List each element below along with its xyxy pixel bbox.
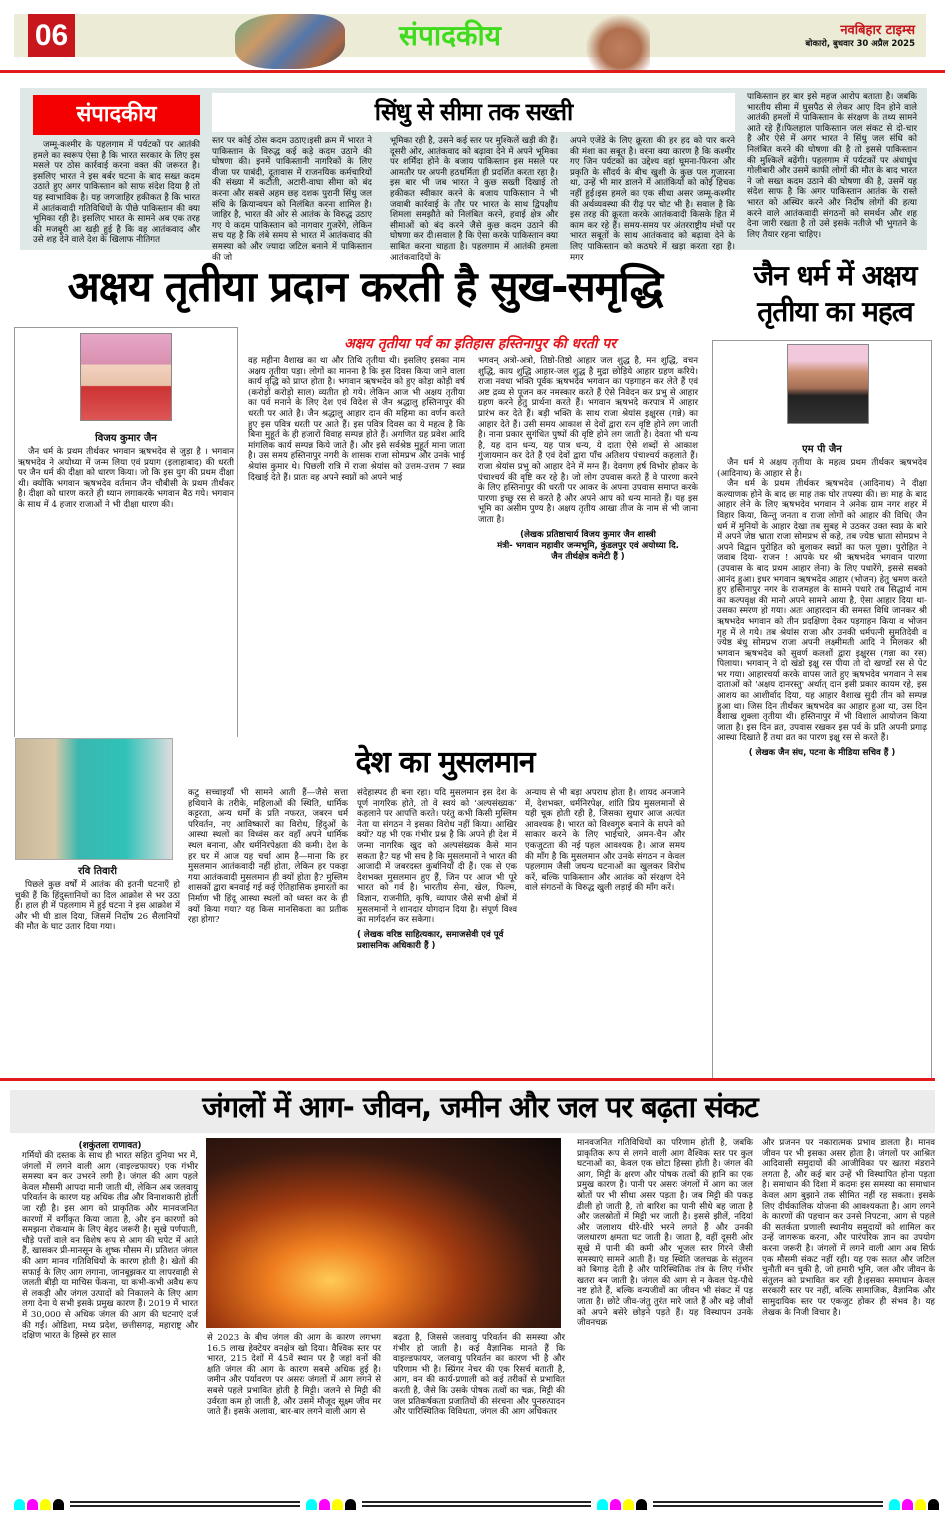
article-text: संदेहास्पद ही बना रहा। यदि मुसलमान इस देश के पूर्ण नागरिक होते, तो वे स्वयं को ‘अल्पसंख्यक’ कहलाने पर आपत्ति करते। परंतु कभी किसी मुस्लिम नेता या संगठन ने इसका विरोध नहीं किया। आखिर क्यों? यह भी एक गंभीर प्रश्न है कि अपने ही देश में जन्मा नागरिक खुद को अल्पसंख्यक कैसे मान सकता है? यह भी सच है कि मुसलमानों ने भारत की आजादी में जबरदस्त कुर्बानियाँ दी हैं। एक से एक देशभक्त मुसलमान हुए हैं, जिन पर आज भी पूरे भारत को गर्व है। भारतीय सेना, खेल, फिल्म, विज्ञान, राजनीति, कृषि, व्यापार जैसे सभी क्षेत्रों में मुसलमानों ने शानदार योगदान दिया है। संपूर्ण विश्व का मार्गदर्शन कर सकेगा। [357,788,517,926]
article-text: पिछले कुछ वर्षों में आतंक की इतनी घटनाएँ हो चुकी हैं कि हिंदुस्तानियों का दिल आक्रोश से भर उठा है। हाल ही में पहलगाम में हुई घटना ने इस आक्रोश में और भी घी डाल दिया, जिसमें निर्दोष 26 सैलानियों की मौत के घाट उतार दिया गया। [15,880,180,933]
editorial-column: स्तर पर कोई ठोस कदम उठाए।इसी क्रम में भारत ने पाकिस्तान के विरुद्ध कई कड़े कदम उठाने की घोषणा की। इनमें पाकिस्तानी नागरिकों के लिए वीजा पर पाबंदी, दूतावास में राजनयिक कर्मचारियों की संख्या में कटौती, अटारी-वाघा सीमा को बंद करना और सबसे अहम छह दशक पुरानी सिंधु जल संधि के क्रियान्वयन को निलंबित करना शामिल है।जाहिर है, भारत की ओर से आतंक के विरुद्ध उठाए गए ये कदम पाकिस्तान को नागवार गुजरेंगे, लेकिन सच यह है कि लंबे समय से भारत में आतंकवाद की समस्या को और ज्यादा जटिल बनाने में पाकिस्तान की जो [212,136,372,263]
editorial-column: जम्मू-कश्मीर के पहलगाम में पर्यटकों पर आतंकी हमले का स्वरूप ऐसा है कि भारत सरकार के लिए इस मसले पर ठोस कार्रवाई करना वक्त की जरूरत है। इसलिए भारत ने इस बर्बर घटना के बाद सख्त कदम उठाते हुए अगर पाकिस्तान को साफ संदेश दिया है तो यह स्वाभाविक है। यह जगजाहिर हकीकत है कि भारत में आतंकवादी गतिविधियों के पीछे पाकिस्तान की क्या भूमिका रही है। इसलिए भारत के सामने अब एक तरह की मजबूरी आ खड़ी हुई है कि वह आतंकवाद और उसे शह देने वाले देश के खिलाफ नीतिगत [33,140,200,246]
musalman-column: अन्याय से भी बड़ा अपराध होता है। शायद अनजाने में, देशभक्त, धर्मनिरपेक्ष, शांति प्रिय मुसलमानों से यही चूक होती रही है, जिसका सुधार आज अत्यंत आवश्यक है। भारत को विश्वगुरु बनाने के सपने को साकार करने के लिए भाईचारे, अमन-चैन और एकजुटता की नई पहल आवश्यक है। आज समय की माँग है कि मुसलमान और उनके संगठन न केवल पहलगाम जैसी जघन्य घटनाओं का खुलकर विरोध करें, बल्कि पाकिस्तान और आतंक को संरक्षण देने वाले संगठनों के विरुद्ध खुली लड़ाई की माँग करें। [525,788,685,894]
section-rule [0,1078,935,1081]
fire-column: मानवजनित गतिविधियों का परिणाम होती है, जबकि प्राकृतिक रूप से लगने वाली आग वैश्विक स्तर पर कुल घटनाओं का, केवल एक छोटा हिस्सा होती है। जंगल की आग, मिट्टी के क्षरण और पोषक तत्वों की हानि का एक प्रमुख कारण है। पानी पर असरः जंगलों में आग का जल स्रोतों पर भी सीधा असर पड़ता है। जब मिट्टी की पकड़ ढीली हो जाती है, तो बारिश का पानी सीधे बह जाता है और जलस्रोतों में मिट्टी भर जाती है। इससे झीलें, नदियां और जलाशय धीरे-धीरे भरने लगते हैं और उनकी जलधारण क्षमता घट जाती है। जाता है, वहीं दूसरी ओर सूखे में पानी की कमी और भूजल स्तर गिरने जैसी समस्याएं सामने आती हैं। यह स्थिति जलचक्र के संतुलन को बिगाड़ देती है और पारिस्थितिक तंत्र के लिए गंभीर खतरा बन जाती है। जंगल की आग से न केवल पेड़-पौधे नष्ट होते हैं, बल्कि वन्यजीवों का जीवन भी संकट में पड़ जाता है। छोटे जीव-जंतु तुरंत मारे जाते हैं और बड़े जीवों को अपने बसेरे छोड़ने पड़ते हैं। यह विस्थापन उनके जीवनचक्र [577,1138,753,1329]
akshay-headline: अक्षय तृतीया प्रदान करती है सुख-समृद्धि [67,262,663,311]
editorial-headline: सिंधु से सीमा तक सख्ती [212,93,735,132]
author-photo-mp-jain [787,344,869,424]
registration-bar [653,1501,883,1507]
author-photo-vijay-kumar-jain [80,333,172,421]
author-photo-ravi-tiwari [15,738,173,860]
musalman-column: कटु सच्चाइयाँ भी सामने आती हैं—जैसे सत्ता हथियाने के तरीके, महिलाओं की स्थिति, धार्मिक कट्टरता, अन्य धर्मों के प्रति नफरत, जबरन धर्म परिवर्तन, नए आविष्कारों का विरोध, हिंदुओं के आस्था स्थलों का विध्वंस कर वहाँ अपने धार्मिक स्थल बनाना, और धर्मनिरपेक्षता की कमी। देश के हर घर में आज यह चर्चा आम है—माना कि हर मुसलमान आतंकवादी नहीं होता, लेकिन हर पकड़ा गया आतंकवादी मुसलमान ही क्यों होता है? मुस्लिम शासकों द्वारा बनवाई गई कई ऐतिहासिक इमारतों का निर्माण भी हिंदू आस्था स्थलों को ध्वस्त कर के ही क्यों किया गया? यह किस मानसिकता का प्रतीक रहा होगा? [188,788,348,926]
jharkhand-map-collage [235,14,345,69]
akshay-column: वह महीना वैशाख का था और तिथि तृतीया थी। इसलिए इसका नाम अक्षय तृतीया पड़ा। लोगों का मानना है कि इस दिवस किया जाने वाला कार्य वृद्धि को प्राप्त होता है। भगवान ऋषभदेव को हुए कोड़ा कोड़ी वर्ष (करोड़ों करोड़ो साल) व्यतीत हो गये। लेकिन आज भी अक्षय तृतीया का पर्व मनाने के लिए देश एवं विदेश से जैन श्रद्धालु हस्तिनापुर की धरती पर आते है। जैन श्रद्धालु आहार दान की महिमा का वर्णन करते हुए इस पवित्र धरती पर आते हैं। इस पवित्र दिवस का ये महत्व है कि बिना मुहूर्त के ही हजारों विवाह सम्पन्न होते हैं। अगणित ग्रह प्रवेश आदि मांगलिक कार्य सम्पन्न किये जाते हैं। और इसे सर्वश्रेष्ठ मुहूर्त माना जाता है। उस समय हस्तिनापुर नगरी के शासक राजा सोमप्रभ और उनके भाई श्रेयांस कुमार थे। पिछली रात्रि में राजा श्रेयांस को उत्तम-उत्तम 7 स्वप्न दिखाई देते हैं। प्रातः वह अपने स्वप्नों को अपने भाई [248,356,465,483]
author-name: एम पी जैन [802,444,842,455]
article-text: जैन धर्म के प्रथम तीर्थकर ऋषभदेव (आदिनाथ) ने दीक्षा कल्याणक होने के बाद छः माह तक घोर तपस्या की। छः माह के बाद आहार लेने के लिए ऋषभदेव भगवान ने अनेक ग्राम नगर शहर में विहार किया, किन्तु जनता व राजा लोगों को आहार की विधि( जैन धर्म में मुनियों के आहार देखा तब सुबह मे उठकर उक्त स्वप्न के बारे में अपने जेष्ठ भ्राता राजा सोमप्रभ से कहे, तब ज्येष्ठ भ्राता सोमप्रभ ने अपने विद्वान पुरोहित को बुलाकर स्वप्नों का फल पूछा। पुरोहित ने जवाब दिया- राजन ! आपके घर श्री ऋषभदेव भगवान पारणा (उपवास के बाद प्रथम आहार लेना) के लिए पधारेंगे, इससे सबको आनंद हुआ। इधर भगवान ऋषभदेव आहार (भोजन) हेतु भ्रमण करते हुए हस्तिनापुर नगर के राजमहल के सामने पधारे तब सिद्धार्थ नाम का कल्पवृक्ष की मानो अपने सामने आया है, ऐसा आहार दिया था-उसका स्मरण हो गया। अतः आहारदान की समस्त विधि जानकर श्री ऋषभदेव भगवान को तीन प्रदक्षिणा देकर पड़गाहन किया व भोजन गृह में ले गये। तब श्रेयांस राजा और उनकी धर्मपत्नी सुमतिदेवी व ज्येष्ठ बंधु सोमप्रभ राजा अपनी लक्ष्मीमती आदि ने मिलकर श्री भगवान ऋषभदेव को सुवर्ण कलशों द्वारा इक्षुरस (गन्ना का रस) पिलाया। भगवान् ने दो खंडो इक्षु रस पीया तो दो खण्डों रस से पेट भर गया। आहारचर्या करके वापस जाते हुए ऋषभदेव भगवान ने सब दाताओं को 'अक्षय दानरस्तु' अर्थात् दान इसी प्रकार कायम रहे, इस आशय का आशीर्वाद दिया, यह आहार वैशाख सुदी तीन को सम्पन्न हुआ था। जिस दिन तीर्थंकर ऋषभदेव का आहार हुआ था, उस दिन वैशाख शुक्ला तृतीया थी। हस्तिनापुर में भी विशाल आयोजन किया जाता है। इस दिन व्रत, उपवास रखकर इस पर्व के प्रति अपनी प्रगाढ़ आस्था दिखाते हैं तथा व्रत का पारण इक्षु रस से करते हैं। [717,479,927,744]
author-note-line: जैन तीर्थक्षेत्र कमेटी हैं ) [551,551,625,562]
author-name: विजय कुमार जैन [95,433,157,444]
fire-column: बढ़ता है, जिससे जलवायु परिवर्तन की समस्या और गंभीर हो जाती है। कई वैज्ञानिक मानते हैं कि वाइल्डफायर, जलवायु परिवर्तन का कारण भी है और परिणाम भी है। स्प्रिंगर नेचर की एक रिसर्च बताती है, आग, वन की कार्य-प्रणाली को कई तरीकों से प्रभावित करती है, जैसे कि उसके पोषक तत्वों का चक्र, मिट्टी की जल प्रतिकर्षकता प्रजातियों की संरचना और पुनरुत्पादन और पारिस्थितिक विविधता, जंगल की आग अधिकतर [393,1333,565,1418]
header-rule [0,70,945,73]
author-note-line: मंत्री- भगवान महावीर जन्मभूमि, कुंडलपुर एवं अयोध्या दि. [497,540,679,551]
author-name: रवि तिवारी [78,866,117,877]
editorial-column: भूमिका रही है, उसने कई स्तर पर मुश्किलें खड़ी की हैं।दूसरी ओर, आतंकवाद को बढ़ावा देने में अपने भूमिका पर शर्मिंदा होने के बजाय पाकिस्तान इस मसले पर आमतौर पर अपनी हठधर्मिता ही प्रदर्शित करता रहा है। इस बार भी जब भारत ने कुछ सख्ती दिखाई तो हकीकत स्वीकार करने के बजाय पाकिस्तान ने भी जवाबी कार्रवाई के तौर पर भारत के साथ द्विपक्षीय शिमला समझौते को निलंबित करने, हवाई क्षेत्र और सीमाओं को बंद करने जैसे कुछ कदम उठाने की घोषणा कर दी।सवाल है कि ऐसा करके पाकिस्तान क्या साबित करना चाहता है। पहलगाम में आतंकी हमला आतंकवादियों के [390,136,558,263]
jain-text [717,438,927,1068]
fire-column: से 2023 के बीच जंगल की आग के कारण लगभग 16.5 लाख हेक्टेयर वनक्षेत्र खो दिया। वैश्विक स्तर पर भारत, 215 देशों में 45वें स्थान पर है जहां वनों की क्षति जंगल की आग के कारण सबसे अधिक हुई है। जमीन और पर्यावरण पर असरः जंगलों में आग लगने से सबसे पहले प्रभावित होती है मिट्टी। जलने से मिट्टी की उर्वरता कम हो जाती है, और उसमें मौजूद सूक्ष्म जीव मर जाते हैं। इसके अलावा, बार-बार लगने वाली आग से [207,1333,381,1418]
paper-name: नवबिहार टाइम्स [840,23,915,38]
cmyk-marks [306,1499,356,1510]
forest-fire-photo [206,1138,561,1328]
editorial-label: संपादकीय [33,95,200,135]
editorial-column: अपने एजेंडे के लिए क्रूरता की हर हद को पार करने की मंशा का सबूत है। वरना क्या कारण है कि कश्मीर गए जिन पर्यटकों का उद्देश्य वहां घूमना-फिरना और प्रकृति के सौंदर्य के बीच खुशी के कुछ पल गुजारना था, उन्हें भी मार डालने में आतंकियों को कोई हिचक नहीं हुई।इस हमले का एक सीधा असर जम्मू-कश्मीर की अर्थव्यवस्था की रीढ़ पर चोट भी है। सवाल है कि इस तरह की क्रूरता करके आतंकवादी किसके हित में काम कर रहे हैं। समय-समय पर अंतरराष्ट्रीय मंचों पर भारत सबूतों के साथ आतंकवाद को बढ़ावा देने के लिए पाकिस्तान को कठघरे में खड़ा करता रहा है। मगर [570,136,735,263]
print-registration-strip [14,1498,939,1510]
article-text: भगवन् अत्रो-अत्रो, तिष्ठो-तिष्ठो आहार जल शुद्ध है, मन शुद्धि, वचन शुद्धि, काय शुद्धि आहार-जल शुद्ध है मुद्रा छोड़िये आहार ग्रहण करिये। राजा नवधा भक्ति पूर्वक ऋषभदेव भगवान का पड़गाहन कर लेते हैं एवं अष्ट द्रव्य से पूजन कर नमस्कार करते हैं ऐसे निवेदन कर प्रभु से आहार ग्रहण करने हेतु प्रार्थना करते हैं। भगवान ऋषभदे करपात्र में आहार प्रारंभ कर देते हैं। बड़ी भक्ति के साथ राजा श्रेयांस इक्षुरस (गन्ने) का आहार देते हैं। उसी समय आकाश से देवों द्वारा रत्न वृष्टि होने लग जाती है। नाना प्रकार सुगंधित पुष्पों की वृष्टि होने लग जाती है। देवता भी धन्य है, यह दान धन्य, यह पात्र धन्य, ये दाता ऐसे शब्दों से आकाश गुंजायमान कर देते हैं एवं देवों द्वारा पाँच अतिशय पंचाश्चर्य कहलाते हैं। राजा श्रेयांस प्रभु को आहार देने में मग्न हैं। देवगण हर्ष विभोर होकर के पंचाश्चर्य की वृष्टि कर रहे है। जो लोग उपवास करते हैं वे पारणा करने के लिए हस्तिनापुर की धरती पर आकर के अपना उपवास समाप्त करके पारणा इच्छु रस से करते है और अपने आप को धन्य मानते हैं। यह इस भूमि का असीम पुण्य है। अक्षय तृतीय आखा तीज के नाम से भी जाना जाता है। [478,356,698,525]
fire-column: और प्रजनन पर नकारात्मक प्रभाव डालता है। मानव जीवन पर भी इसका असर होता है। जंगलों पर आश्रित आदिवासी समुदायों की आजीविका पर खतरा मंडराने लगता है, और कई बार उन्हें भी विस्थापित होना पड़ता है। समाधान की दिशा में कदमः इस समस्या का समाधान केवल आग बुझाने तक सीमित नहीं रह सकता। इसके लिए दीर्घकालिक योजना की आवश्यकता है। आग लगने के कारणों की पहचान कर उनसे निपटना, आग से पहले की सतर्कता प्रणाली स्थानीय समुदायों को शामिल कर उन्हें जागरूक करना, और पारंपरिक ज्ञान का उपयोग करना जरूरी है। जंगलों में लगने वाली आग अब सिर्फ एक मौसमी संकट नहीं रही। यह एक सतत और जटिल चुनौती बन चुकी है, जो हमारी भूमि, जल और जीवन के संतुलन को प्रभावित कर रही है।इसका समाधान केवल सरकारी स्तर पर नहीं, बल्कि सामाजिक, वैज्ञानिक और सामुदायिक स्तर पर एकजुट होकर ही संभव है। यह लेखक के निजी विचार है। [762,1138,935,1318]
akshay-column-2 [478,356,698,738]
cmyk-marks [14,1499,64,1510]
page-number: 06 [28,14,75,57]
registration-bar [70,1501,300,1507]
akshay-subheadline: अक्षय तृतीया पर्व का इतिहास हस्तिनापुर की धरती पर [344,336,616,352]
author-note: ( लेखक वरिष्ठ साहित्यकार, समाजसेवी एवं पूर्व प्रशासनिक अधिकारी हैं ) [357,929,504,951]
tribal-figure-illustration [585,14,650,71]
article-text: जैन धर्म के प्रथम तीर्थकर भगवान ऋषभदेव से जुड़ा है । भगवान ऋषभदेव ने अयोध्या में जन्म लिया एवं प्रयाग (इलाहाबाद) की धरती पर जैन धर्म की दीक्षा को धारण किया। जो कि इस युग की प्रथम दीक्षा थी। क्योंकि भगवान ऋषभदेव वर्तमान जैन चौबीसी के प्रथम तीर्थंकर है। दीक्षा को धारण करते ही ध्यान लगाकरके भगवान बैठ गये। भगवान के साथ में 4 हजार राजाओं ने भी दीक्षा धारण की। [18,447,234,510]
fire-headline: जंगलों में आग- जीवन, जमीन और जल पर बढ़ता संकट [202,1090,758,1124]
registration-bar [362,1501,592,1507]
fire-column-1 [22,1138,198,1493]
editorial-column: पाकिस्तान हर बार इसे महज आरोप बताता है। जबकि भारतीय सीमा में घुसपैठ से लेकर आए दिन होने वाले आतंकी हमलों में पाकिस्तान के संरक्षण के तथ्य सामने आते रहे हैं।फिलहाल पाकिस्तान जल संकट से दो-चार है और ऐसे में अगर भारत ने सिंधु जल संधि को निलंबित करने की घोषणा की है तो इससे पाकिस्तान की मुश्किलें बढ़ेंगी। पहलगाम में पर्यटकों पर अंधाधुंध गोलीबारी और उसमें काफी लोगों की मौत के बाद भारत ने जो सख्त कदम उठाने की घोषणा की है, उसमें यह संदेश साफ है कि अगर पाकिस्तान आतंक के रास्ते भारत को अस्थिर करने और निर्दोष लोगों की हत्या करने वाले आतंकवादी संगठनों को समर्थन और शह देना जारी रखता है तो उसे इसके नतीजे भी भुगतने के लिए तैयार रहना चाहिए। [747,92,917,240]
jain-headline: जैन धर्म में अक्षय तृतीया का महत्व [753,259,917,328]
musalman-headline: देश का मुसलमान [355,745,535,780]
author-note-line: (लेखक प्रतिष्ठाचार्य विजय कुमार जैन शास्त्री [520,529,656,540]
cmyk-marks [889,1499,939,1510]
dateline: बोकारो, बुधवार 30 अप्रैल 2025 [805,39,915,49]
article-text: गर्मियों की दस्तक के साथ ही भारत सहित दुनिया भर में, जंगलों में लगने वाली आग (वाइल्डफायर) एक गंभीर समस्या बन कर उभरने लगी है। जंगल की आग पहले केवल मौसमी आपदा मानी जाती थी, लेकिन अब जलवायु परिवर्तन के कारण यह अधिक तीव्र और विनाशकारी होती जा रही है। इस आग को प्राकृतिक और मानवजनित कारणों में वर्गीकृत किया जाता है, और इन कारणों को समझना रोकथाम के लिए बेहद जरूरी है। सूखे पर्णपाती, चौड़े पत्तों वाले वन विशेष रूप से आग की चपेट में आते हैं, खासकर प्री-मानसून के शुष्क मौसम में। प्रतिशत जंगल की आग मानव गतिविधियों के कारण होती है। खेतों की सफाई के लिए आग लगाना, जानबूझकर या लापरवाही से जलती बीड़ी या माचिस फेंकना, या कभी-कभी अवैध रूप से लकड़ी और जंगल उत्पादों को निकालने के लिए आग लगा देना ये सभी इसके प्रमुख कारण हैं। 2019 में भारत में 30,000 से अधिक जंगल की आग की घटनाएं दर्ज की गईं। ओडिशा, मध्य प्रदेश, छत्तीसगढ़, महाराष्ट्र और दक्षिण भारत के हिस्से हर साल [22,1151,198,1342]
article-text: जैन धर्म मे अक्षय तृतीया के महत्व प्रथम तीर्थकर ऋषभदेव (आदिनाथ) के आहार से है। [717,458,927,479]
section-title: संपादकीय [399,19,501,52]
cmyk-marks [597,1499,647,1510]
author-name: (शकुंतला राणावत) [78,1141,142,1151]
akshay-left-text [18,427,234,732]
author-note: ( लेखक जैन संघ, पटना के मीडिया सचिव हैं ) [748,748,896,759]
musalman-left-text [15,860,180,1075]
musalman-column-2 [357,788,517,1073]
